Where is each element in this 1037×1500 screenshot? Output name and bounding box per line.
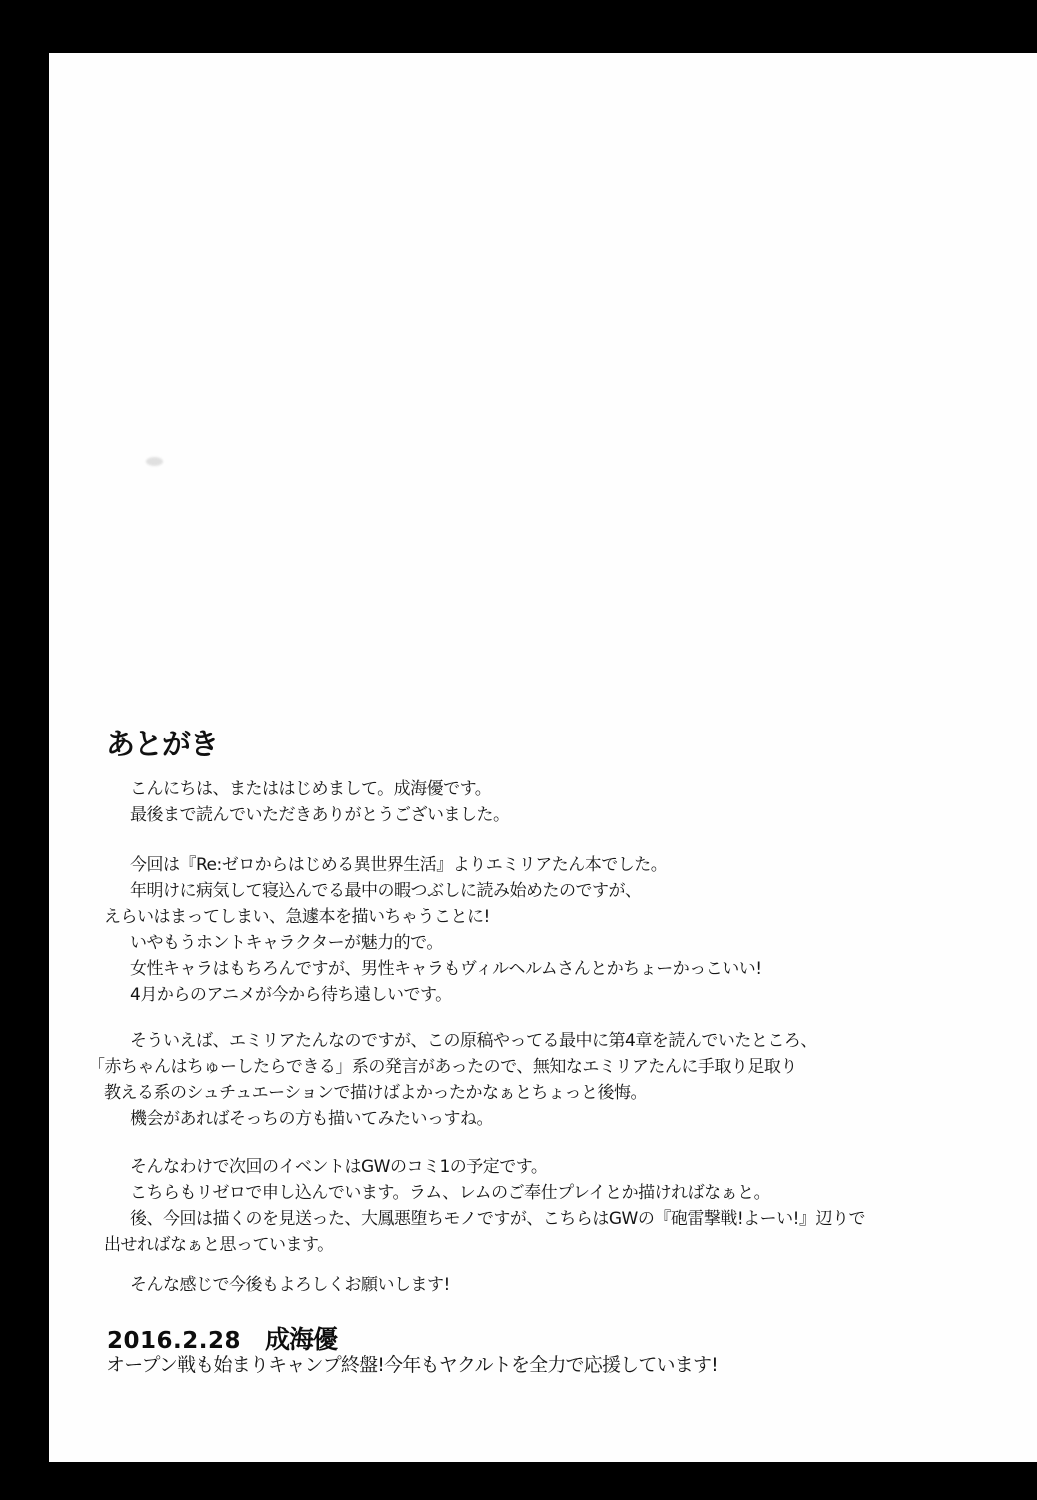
afterword-line: 今回は『Re:ゼロからはじめる異世界生活』よりエミリアたん本でした。 [130, 855, 668, 875]
afterword-line: 4月からのアニメが今から待ち遠しいです。 [130, 985, 452, 1005]
afterword-line: えらいはまってしまい、急遽本を描いちゃうことに! [104, 907, 490, 927]
footer-baseball-comment: オープン戦も始まりキャンプ終盤!今年もヤクルトを全力で応援しています! [106, 1354, 718, 1376]
afterword-line: こんにちは、またははじめまして。成海優です。 [130, 779, 492, 799]
afterword-line: こちらもリゼロで申し込んでいます。ラム、レムのご奉仕プレイとか描ければなぁと。 [130, 1183, 771, 1203]
afterword-line: そんな感じで今後もよろしくお願いします! [130, 1275, 450, 1295]
paragraph-next-event [104, 1154, 865, 1258]
afterword-line: 年明けに病気して寝込んでる最中の暇つぶしに読み始めたのですが、 [130, 881, 642, 901]
afterword-heading: あとがき [106, 727, 219, 761]
afterword-line: そんなわけで次回のイベントはGWのコミ1の予定です。 [130, 1157, 548, 1177]
paragraph-about-book [104, 852, 762, 1008]
afterword-line: 後、今回は描くのを見送った、大鳳悪堕ちモノですが、こちらはGWの『砲雷撃戦!よーい!』辺りで [130, 1209, 865, 1229]
signature-date: 2016.2.28 [107, 1328, 241, 1354]
afterword-line: いやもうホントキャラクターが魅力的で。 [130, 933, 443, 953]
afterword-line: そういえば、エミリアたんなのですが、この原稿やってる最中に第4章を読んでいたところ、 [130, 1031, 817, 1051]
afterword-line: 教える系のシュチュエーションで描けばよかったかなぁとちょっと後悔。 [104, 1083, 647, 1103]
afterword-line: 機会があればそっちの方も描いてみたいっすね。 [130, 1109, 493, 1129]
scan-smudge-artifact [146, 457, 163, 466]
afterword-line: 女性キャラはもちろんですが、男性キャラもヴィルヘルムさんとかちょーかっこいい! [130, 959, 762, 979]
afterword-line: 「赤ちゃんはちゅーしたらできる」系の発言があったので、無知なエミリアたんに手取り足取り [88, 1057, 797, 1077]
signature-author-name: 成海優 [265, 1325, 338, 1354]
afterword-line: 出せればなぁと思っています。 [104, 1235, 334, 1255]
afterword-line: 最後まで読んでいただきありがとうございました。 [130, 805, 510, 825]
paragraph-regret [88, 1028, 817, 1132]
paragraph-closing [104, 1272, 450, 1298]
paragraph-greeting [104, 776, 510, 828]
